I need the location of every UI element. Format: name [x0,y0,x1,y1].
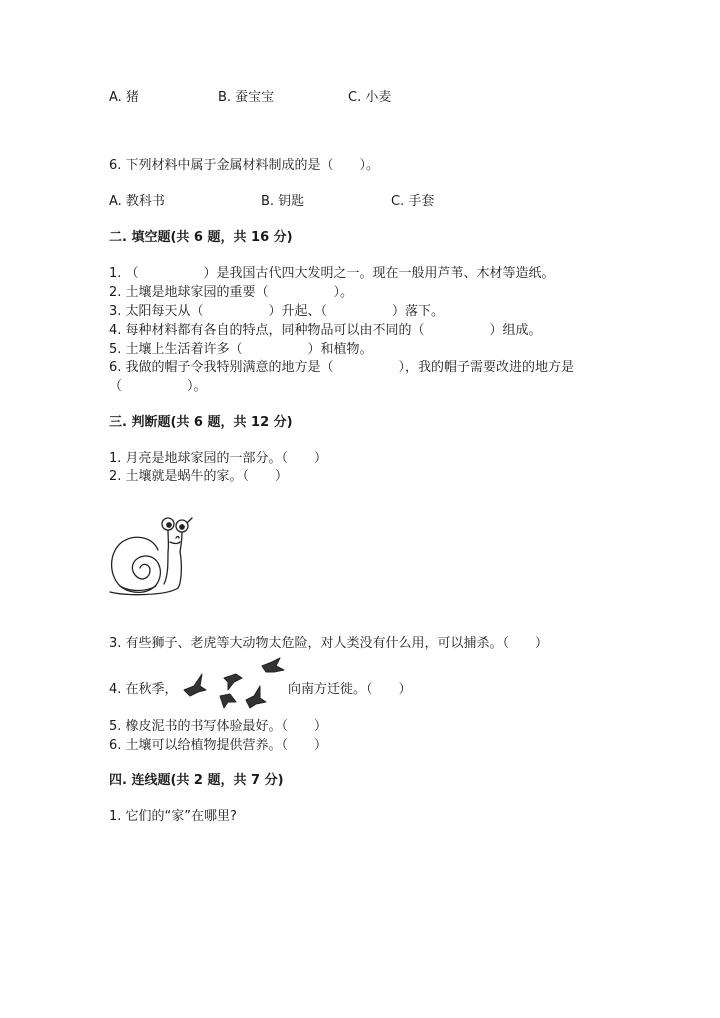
section3-item-1: 1. 月亮是地球家园的一部分。（ ） [109,451,328,466]
section3-item-2: 2. 土壤就是蜗牛的家。（ ） [109,469,289,484]
section3-item-5: 5. 橡皮泥书的书写体验最好。（ ） [109,719,328,734]
section2-title: 二. 填空题(共 6 题，共 16 分) [109,230,293,245]
section3-title: 三. 判断题(共 6 题，共 12 分) [109,415,293,430]
section3-item-6: 6. 土壤可以给植物提供营养。（ ） [109,738,328,753]
q5-option-a: A. 猪 [109,90,139,105]
snail-illustration [106,512,202,598]
section2-item-5: 5. 土壤上生活着许多（ ）和植物。 [109,342,373,357]
birds-illustration [180,656,288,714]
section3-item-4 [109,680,178,699]
section2-item-6: 6. 我做的帽子令我特别满意的地方是（ ），我的帽子需要改进的地方是（ ）。 [109,360,575,394]
section3-item-4-before: 4. 在秋季， [109,682,178,697]
q6-option-a: A. 教科书 [109,194,165,209]
section2-item-2: 2. 土壤是地球家园的重要（ ）。 [109,285,354,300]
q6-option-c: C. 手套 [391,194,435,209]
section2-item-4: 4. 每种材料都有各自的特点，同种物品可以由不同的（ ）组成。 [109,323,542,338]
section3-item-4-after: 向南方迁徙。（ ） [288,682,412,697]
section3-item-3: 3. 有些狮子、老虎等大动物太危险，对人类没有什么用，可以捕杀。（ ） [109,636,549,651]
section2-item-3: 3. 太阳每天从（ ）升起、（ ）落下。 [109,304,445,319]
q6-text: 6. 下列材料中属于金属材料制成的是（ ）。 [109,158,380,173]
section4-item-1: 1. 它们的“家”在哪里? [109,809,237,824]
q6-option-b: B. 钥匙 [261,194,305,209]
section4-title: 四. 连线题(共 2 题，共 7 分) [109,773,284,788]
q5-option-c: C. 小麦 [348,90,392,105]
section2-item-1: 1. （ ）是我国古代四大发明之一。现在一般用芦苇、木材等造纸。 [109,266,555,281]
q5-option-b: B. 蚕宝宝 [218,90,275,105]
